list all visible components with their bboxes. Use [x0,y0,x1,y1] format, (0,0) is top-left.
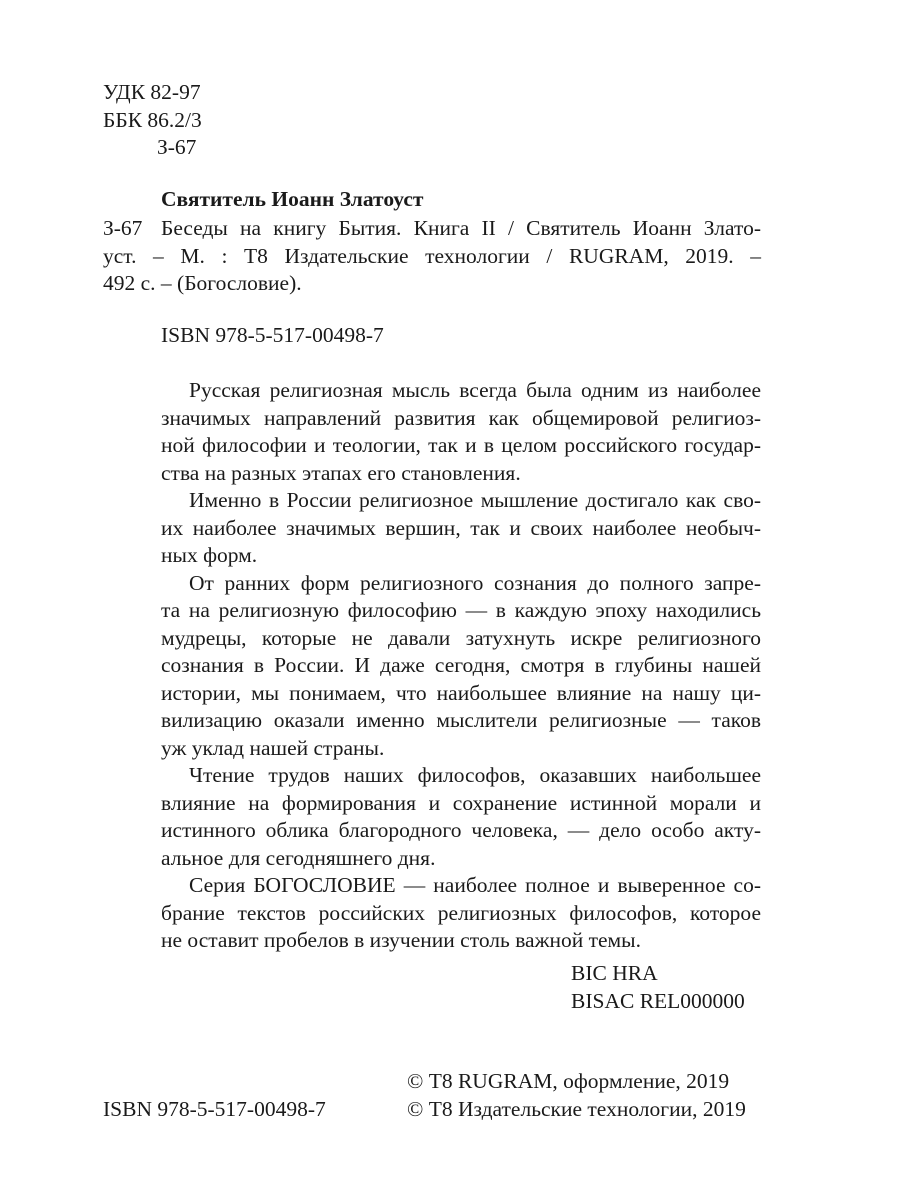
annotation [161,377,761,955]
annotation-line: Именно в России религиозное мышление достигало как сво- [189,488,761,512]
annotation-line: истории, мы понимаем, что наибольшее влияние на нашу ци- [161,680,761,705]
footer-isbn: ISBN 978-5-517-00498-7 [103,1097,326,1121]
copyright-publisher: © Т8 Издательские технологии, 2019 [407,1097,746,1121]
annotation-line: та на религиозную философию — в каждую эпоху находились [161,598,761,622]
record-mark: З-67 [103,216,143,240]
annotation-line: ства на разных этапах его становления. [161,460,521,485]
annotation-line: ных форм. [161,543,258,567]
annotation-line: Чтение трудов наших философов, оказавших наибольшее [189,763,761,787]
author-heading: Святитель Иоанн Златоуст [161,187,424,211]
annotation-paragraph [161,872,761,955]
annotation-line: уж уклад нашей страны. [161,735,385,760]
udk-code: УДК 82-97 [103,80,201,104]
annotation-line: истинного облика благородного человека, — дело особо акту- [161,818,761,842]
annotation-line: Русская религиозная мысль всегда была одним из наиболее [189,378,761,402]
annotation-line: влияние на формирования и сохранение истинной морали и [161,790,761,815]
description-line: 492 с. – (Богословие). [103,271,302,295]
annotation-line: сознания в России. И даже сегодня, смотря в глубины нашей [161,653,761,677]
description-line: Беседы на книгу Бытия. Книга II / Святитель Иоанн Злато- [161,216,761,240]
annotation-paragraph [161,377,761,487]
annotation-line: Серия БОГОСЛОВИЕ — наиболее полное и выверенное со- [189,873,761,897]
annotation-line: мудрецы, которые не давали затухнуть искре религиозного [161,625,761,650]
annotation-paragraph [161,487,761,570]
annotation-line: ной философии и теологии, так и в целом российского государ- [161,433,761,457]
annotation-line: брание текстов российских религиозных философов, которое [161,900,761,925]
annotation-paragraph [161,762,761,872]
bbk-code: ББК 86.2/3 [103,108,202,132]
annotation-line: не оставит пробелов в изучении столь важной темы. [161,928,641,952]
bisac-code: BISAC REL000000 [571,989,745,1013]
annotation-line: альное для сегодняшнего дня. [161,845,436,870]
copyright-design: © Т8 RUGRAM, оформление, 2019 [407,1069,730,1093]
bic-code: BIC HRA [571,961,658,985]
bibliographic-description [103,215,761,298]
annotation-line: значимых направлений развития как общемировой религиоз- [161,405,761,430]
annotation-line: их наиболее значимых вершин, так и своих наиболее необыч- [161,515,761,540]
annotation-line: От ранних форм религиозного сознания до полного запре- [189,570,761,595]
annotation-paragraph [161,570,761,763]
annotation-line: вилизацию оказали именно мыслители религиозные — таков [161,708,761,732]
author-mark: З-67 [157,135,197,159]
description-line: уст. – М. : Т8 Издательские технологии / RUGRAM, 2019. – [103,243,761,268]
record-isbn: ISBN 978-5-517-00498-7 [161,323,384,347]
